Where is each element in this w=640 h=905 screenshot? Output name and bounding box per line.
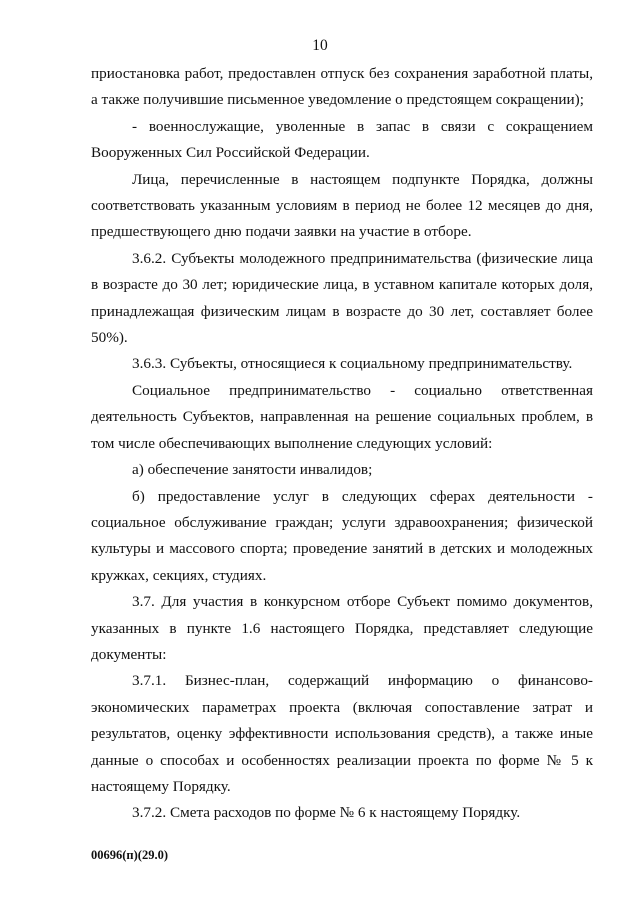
paragraph-11: 3.7.2. Смета расходов по форме № 6 к настоящему Порядку. <box>132 804 521 822</box>
document-body <box>91 61 593 827</box>
paragraph-10: 3.7.1. Бизнес-план, содержащий информацию о финансово-экономических параметрах проекта (включая сопоставление затрат и результатов, оценку эффективности использования средств), а также иные данные о способах и особенностях реализации проекта по форме № 5 к настоящему Порядку. <box>91 672 593 795</box>
paragraph-7: а) обеспечение занятости инвалидов; <box>132 461 373 479</box>
paragraph-9: 3.7. Для участия в конкурсном отборе Субъект помимо документов, указанных в пункте 1.6 настоящего Порядка, представляет следующие документы: <box>91 593 593 663</box>
paragraph-8: б) предоставление услуг в следующих сферах деятельности - социальное обслуживание граждан; услуги здравоохранения; физической культуры и массового спорта; проведение занятий в детских и молодежных кружках, секциях, студиях. <box>91 487 593 584</box>
paragraph-6: Социальное предпринимательство - социально ответственная деятельность Субъектов, направленная на решение социальных проблем, в том числе обеспечивающих выполнение следующих условий: <box>91 381 593 452</box>
paragraph-1: приостановка работ, предоставлен отпуск без сохранения заработной платы, а также получившие письменное уведомление о предстоящем сокращении); <box>91 65 593 109</box>
page-number: 10 <box>312 37 328 54</box>
paragraph-5: 3.6.3. Субъекты, относящиеся к социальному предпринимательству. <box>132 355 573 373</box>
paragraph-4: 3.6.2. Субъекты молодежного предпринимательства (физические лица в возрасте до 30 лет; юридические лица, в уставном капитале которых доля, принадлежащая физическим лицам в возрасте до 30 лет, составляет более 50%). <box>91 249 593 347</box>
document-footer-code: 00696(п)(29.0) <box>91 848 168 862</box>
paragraph-2: - военнослужащие, уволенные в запас в связи с сокращением Вооруженных Сил Российской Федерации. <box>91 117 593 162</box>
paragraph-3: Лица, перечисленные в настоящем подпункте Порядка, должны соответствовать указанным условиям в период не более 12 месяцев до дня, предшествующего дню подачи заявки на участие в отборе. <box>91 170 593 241</box>
